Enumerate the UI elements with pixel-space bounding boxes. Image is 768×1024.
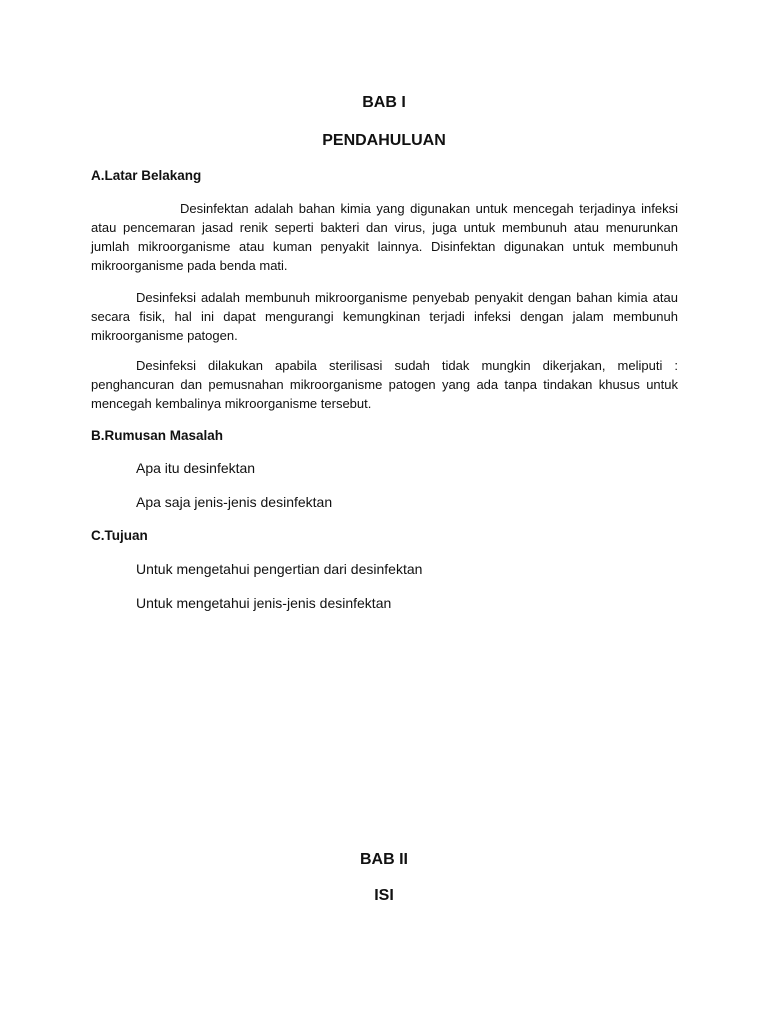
list-item: Apa saja jenis-jenis desinfektan <box>136 494 333 510</box>
section-heading-latar-belakang: A.Latar Belakang <box>91 168 202 183</box>
section-heading-rumusan-masalah: B.Rumusan Masalah <box>91 428 224 443</box>
paragraph-desinfeksi: Desinfeksi adalah membunuh mikroorganisme penyebab penyakit dengan bahan kimia atau secara fisik, hal ini dapat mengurangi kemungkinan terjadi infeksi dengan jalam membunuh mikroorganisme patogen. <box>91 290 678 343</box>
list-item: Apa itu desinfektan <box>136 460 256 476</box>
paragraph-desinfeksi-dilakukan: Desinfeksi dilakukan apabila sterilisasi sudah tidak mungkin dikerjakan, meliputi : penghancuran dan pemusnahan mikroorganisme patogen yang ada tanpa tindakan khusus untuk mencegah kembalinya mikroorganisme tersebut. <box>91 358 678 411</box>
list-item: Untuk mengetahui jenis-jenis desinfektan <box>136 595 392 611</box>
list-item: Untuk mengetahui pengertian dari desinfektan <box>136 561 423 577</box>
chapter-subtitle: PENDAHULUAN <box>322 132 446 149</box>
section-heading-tujuan: C.Tujuan <box>91 528 148 543</box>
chapter-title-2: BAB II <box>360 851 408 868</box>
chapter-title: BAB I <box>362 94 406 111</box>
chapter-subtitle-2: ISI <box>374 887 394 904</box>
paragraph-desinfektan: Desinfektan adalah bahan kimia yang digunakan untuk mencegah terjadinya infeksi atau pencemaran jasad renik seperti bakteri dan virus, juga untuk membunuh atau menurunkan jumlah mikroorganisme atau kuman penyakit lainnya. Disinfektan digunakan untuk membunuh mikroorganisme pada benda mati. <box>91 201 678 273</box>
